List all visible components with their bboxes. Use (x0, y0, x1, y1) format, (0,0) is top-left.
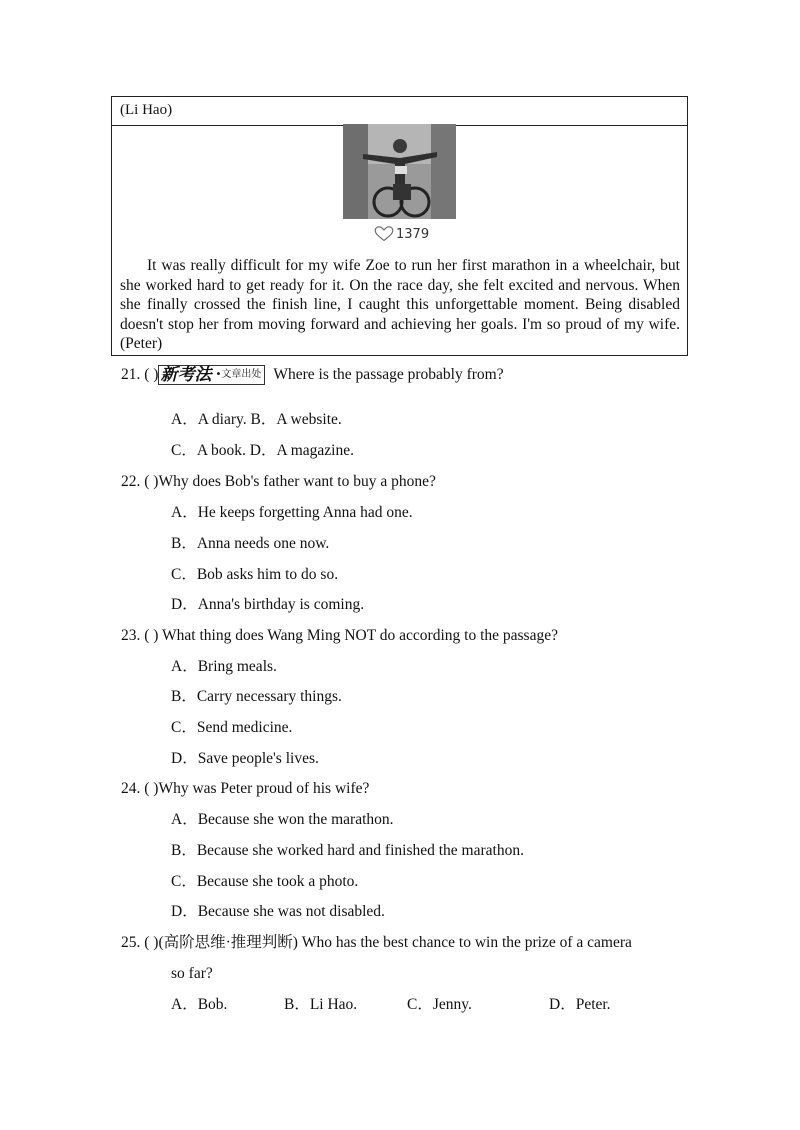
passage-text: It was really difficult for my wife Zoe to run her first marathon in a wheelchair, but she worked hard to get ready for it. On the race day, she felt excited and nervous. When she finally crossed the finish line, I caught this unforgettable moment. Being disabled doesn't stop her from moving forward and achieving her goals. I'm so proud of my wife. (Peter) (120, 257, 680, 352)
q22-option-d: D．Anna's birthday is coming. (171, 596, 365, 613)
q22-option-b: B．Anna needs one now. (171, 535, 330, 552)
q23-option-d: D．Save people's lives. (171, 750, 319, 767)
question-23: 23. ( ) What thing does Wang Ming NOT do according to the passage? (121, 627, 558, 644)
q21-options-row1: A．A diary. B．A website. (171, 411, 342, 428)
post-box (111, 96, 688, 356)
question-text: Where is the passage probably from? (273, 366, 504, 383)
q24-option-b: B．Because she worked hard and finished the marathon. (171, 842, 524, 859)
q25-option-b: B．Li Hao. (284, 996, 358, 1013)
question-25: 25. ( )(高阶思维·推理判断) Who has the best chance to win the prize of a camera (121, 934, 632, 951)
q24-option-d: D．Because she was not disabled. (171, 903, 385, 920)
q24-option-a: A．Because she won the marathon. (171, 811, 394, 828)
wheelchair-marathon-photo (343, 124, 456, 219)
q23-option-c: C．Send medicine. (171, 719, 293, 736)
q25-option-c: C．Jenny. (407, 996, 472, 1013)
like-count-value: 1379 (396, 226, 430, 242)
q22-option-c: C．Bob asks him to do so. (171, 566, 339, 583)
post-header: (Li Hao) (112, 97, 687, 126)
q24-option-c: C．Because she took a photo. (171, 873, 359, 890)
question-25-continuation: so far? (171, 965, 213, 982)
q21-options-row2: C．A book. D．A magazine. (171, 442, 354, 459)
question-24: 24. ( )Why was Peter proud of his wife? (121, 780, 370, 797)
question-number: 21. ( ) (121, 366, 159, 383)
q23-option-b: B．Carry necessary things. (171, 688, 342, 705)
q25-option-a: A．Bob. (171, 996, 228, 1013)
heart-icon (374, 226, 394, 242)
q22-option-a: A．He keeps forgetting Anna had one. (171, 504, 413, 521)
q23-option-a: A．Bring meals. (171, 658, 277, 675)
new-exam-badge: 新考法 •文章出处 (158, 365, 265, 385)
question-22: 22. ( )Why does Bob's father want to buy a phone? (121, 473, 436, 490)
q25-option-d: D．Peter. (549, 996, 611, 1013)
like-count (374, 226, 429, 242)
question-21 (121, 365, 504, 385)
